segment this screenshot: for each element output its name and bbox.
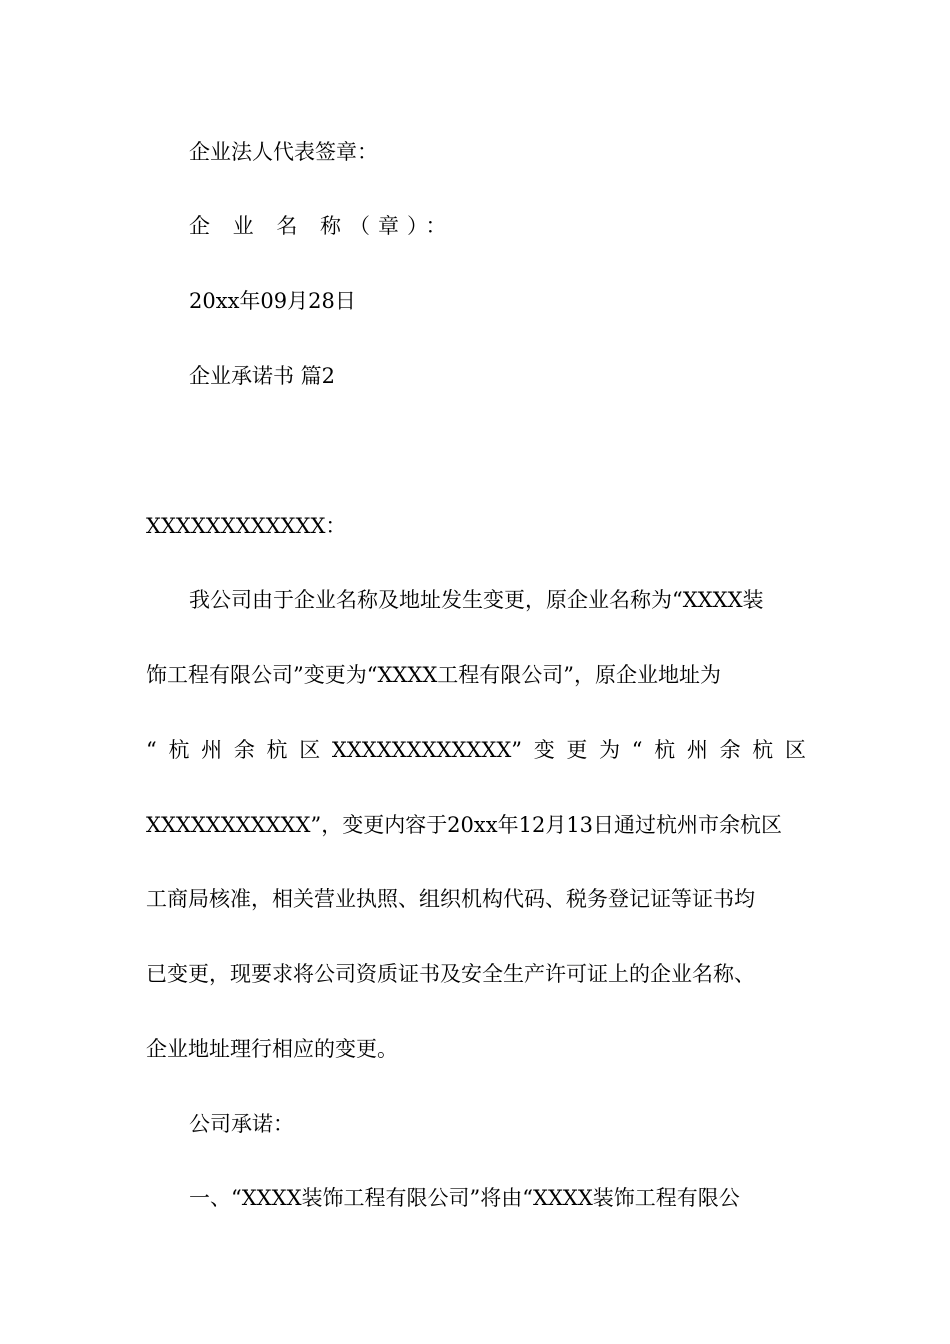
- paragraph-line-justified: [146, 735, 806, 765]
- text-segment: “: [631, 738, 643, 762]
- commitment-item-1: 一、“XXXX装饰工程有限公司”将由“XXXX装饰工程有限公: [189, 1186, 740, 1210]
- paragraph-line: 我公司由于企业名称及地址发生变更，原企业名称为“XXXX装: [189, 588, 764, 612]
- text-segment: 余: [233, 738, 255, 762]
- company-name-seal-label: 企 业 名 称（章）：: [189, 214, 455, 238]
- text-segment: “: [146, 738, 157, 762]
- paragraph-line: 已变更，现要求将公司资质证书及安全生产许可证上的企业名称、: [146, 962, 755, 986]
- text-segment: 杭: [266, 738, 288, 762]
- text-segment: 杭: [654, 738, 676, 762]
- text-segment: 余: [719, 738, 741, 762]
- legal-rep-signature-label: 企业法人代表签章：: [189, 140, 378, 164]
- text-segment: 为: [599, 738, 621, 762]
- paragraph-line: 工商局核准，相关营业执照、组织机构代码、税务登记证等证书均: [146, 887, 755, 911]
- text-segment: 杭: [752, 738, 774, 762]
- section-title: 企业承诺书 篇2: [189, 364, 336, 388]
- text-segment: 州: [201, 738, 223, 762]
- text-segment: 州: [686, 738, 708, 762]
- recipient-line: XXXXXXXXXXXX：: [146, 514, 347, 538]
- text-segment: 变: [533, 738, 555, 762]
- signature-date: 20xx年09月28日: [189, 289, 356, 313]
- text-segment: 杭: [168, 738, 190, 762]
- text-segment: 更: [566, 738, 588, 762]
- commitment-heading: 公司承诺：: [189, 1112, 294, 1136]
- paragraph-line: 饰工程有限公司”变更为“XXXX工程有限公司”，原企业地址为: [146, 663, 722, 687]
- paragraph-line: XXXXXXXXXXX”，变更内容于20xx年12月13日通过杭州市余杭区: [146, 813, 783, 837]
- paragraph-line: 企业地址理行相应的变更。: [146, 1037, 398, 1061]
- text-segment: 区: [299, 738, 321, 762]
- text-segment: 区: [784, 738, 806, 762]
- text-segment: XXXXXXXXXXXX”: [331, 738, 523, 762]
